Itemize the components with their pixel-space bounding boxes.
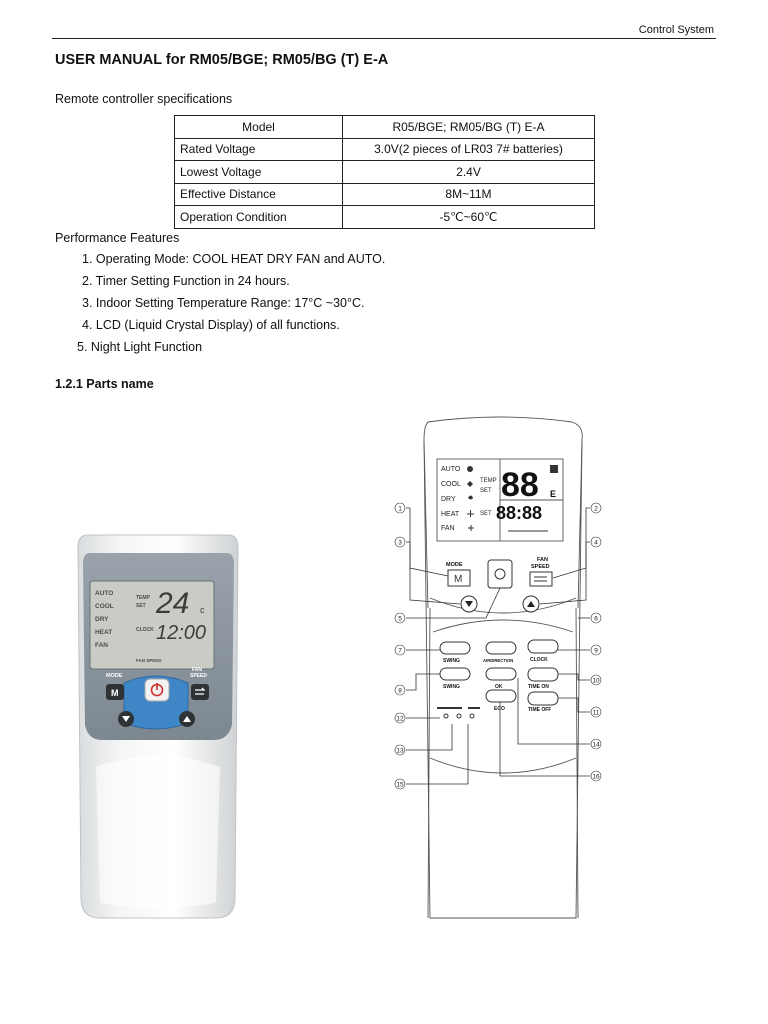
callout-number: 13 xyxy=(396,747,404,755)
table-cell: 3.0V(2 pieces of LR03 7# batteries) xyxy=(343,138,595,161)
fan-speed-button[interactable] xyxy=(191,684,209,700)
lcd-temp-label: TEMP xyxy=(480,478,497,484)
callout-number: 8 xyxy=(398,687,402,695)
button-label: ECO xyxy=(494,706,505,712)
table-cell: Lowest Voltage xyxy=(175,161,343,184)
indicator-light xyxy=(444,714,448,718)
fan-speed-button[interactable] xyxy=(530,572,552,586)
swing-button[interactable] xyxy=(440,642,470,654)
table-row xyxy=(175,206,595,229)
spec-heading: Remote controller specifications xyxy=(55,92,233,106)
table-row xyxy=(175,116,595,139)
swing-button-2[interactable] xyxy=(440,668,470,680)
remote-diagram xyxy=(388,418,620,923)
callout-number: 10 xyxy=(592,677,600,685)
page-title: USER MANUAL for RM05/BGE; RM05/BG (T) E-A xyxy=(55,52,389,68)
snowflake-icon xyxy=(467,481,473,487)
button-label: SWING xyxy=(443,658,460,664)
speed-label: SPEED xyxy=(531,564,550,570)
temp-value: 24 xyxy=(156,587,190,620)
callout-number: 6 xyxy=(594,615,598,623)
callout-number: 15 xyxy=(396,781,404,789)
callout-number: 3 xyxy=(398,539,402,547)
remote-photo xyxy=(76,535,241,920)
callout-number: 4 xyxy=(594,539,598,547)
mode-label: MODE xyxy=(446,562,463,568)
callout-number: 1 xyxy=(398,505,402,513)
lcd-mode-cool: COOL xyxy=(441,481,461,488)
mode-dry: DRY xyxy=(95,616,109,623)
temp-unit: c xyxy=(200,605,205,615)
fan-icon xyxy=(468,525,474,531)
header-section: Control System xyxy=(638,24,714,36)
clock-button[interactable] xyxy=(528,640,558,653)
mode-button-label: MODE xyxy=(106,673,123,679)
button-label: AIRDIRECTION xyxy=(483,658,514,663)
temp-label: TEMP xyxy=(136,595,150,601)
mode-heat: HEAT xyxy=(95,629,113,636)
table-cell: Effective Distance xyxy=(175,183,343,206)
callout-number: 9 xyxy=(594,647,598,655)
header-rule xyxy=(52,38,716,39)
drop-icon xyxy=(468,496,473,500)
table-cell: 8M~11M xyxy=(343,183,595,206)
time-on-button[interactable] xyxy=(528,668,558,681)
lcd-temp-unit: E xyxy=(550,489,557,499)
fan-label: FAN xyxy=(537,557,548,563)
clock-label: CLOCK xyxy=(136,627,154,633)
power-button[interactable] xyxy=(488,560,512,588)
table-row xyxy=(175,183,595,206)
lcd-clock-digits: 88:88 xyxy=(496,503,543,523)
mode-key: M xyxy=(454,574,463,585)
list-item: 2. Timer Setting Function in 24 hours. xyxy=(82,274,290,288)
table-cell: -5℃~60℃ xyxy=(343,206,595,229)
mode-key: M xyxy=(111,688,119,698)
set-label: SET xyxy=(136,603,146,609)
lcd-set-label: SET xyxy=(480,488,492,494)
button-label: TIME ON xyxy=(528,684,549,690)
button-label: TIME OFF xyxy=(528,707,552,713)
auto-icon xyxy=(467,466,473,472)
sun-icon xyxy=(467,510,474,517)
fan-speed-label: FAN SPEED xyxy=(190,667,207,679)
lcd-mode-auto: AUTO xyxy=(441,466,461,473)
callout-number: 2 xyxy=(594,505,598,513)
table-cell: Operation Condition xyxy=(175,206,343,229)
table-cell: R05/BGE; RM05/BG (T) E-A xyxy=(343,116,595,139)
table-cell: Model xyxy=(175,116,343,139)
button-label: OK xyxy=(495,684,503,690)
mode-fan: FAN xyxy=(95,642,108,649)
air-direction-button[interactable] xyxy=(486,642,516,654)
performance-heading: Performance Features xyxy=(55,231,180,245)
eco-button[interactable] xyxy=(486,690,516,702)
lcd-temp-digits: 88 xyxy=(501,466,539,504)
lcd-mode-fan: FAN xyxy=(441,525,455,532)
indicator-light xyxy=(457,714,461,718)
time-off-button[interactable] xyxy=(528,692,558,705)
table-cell: 2.4V xyxy=(343,161,595,184)
indicator-light xyxy=(470,714,474,718)
callout-number: 5 xyxy=(398,615,402,623)
callout-number: 12 xyxy=(396,715,404,723)
callout-number: 7 xyxy=(398,647,402,655)
callout-number: 16 xyxy=(592,773,600,781)
table-row xyxy=(175,138,595,161)
table-row xyxy=(175,161,595,184)
list-item: 3. Indoor Setting Temperature Range: 17°C ~30°C. xyxy=(82,296,365,310)
callout-number: 14 xyxy=(592,741,600,749)
list-item: 5. Night Light Function xyxy=(77,340,203,354)
list-item: 1. Operating Mode: COOL HEAT DRY FAN and AUTO. xyxy=(82,252,386,266)
signal-icon xyxy=(550,465,558,473)
table-cell: Rated Voltage xyxy=(175,138,343,161)
mode-auto: AUTO xyxy=(95,590,114,597)
button-label: CLOCK xyxy=(530,657,548,663)
callout-number: 11 xyxy=(592,709,600,717)
list-item: 4. LCD (Liquid Crystal Display) of all functions. xyxy=(82,318,340,332)
clock-value: 12:00 xyxy=(156,622,207,644)
lcd-set-label-2: SET xyxy=(480,511,492,517)
spec-table xyxy=(174,115,595,229)
parts-heading: 1.2.1 Parts name xyxy=(55,377,154,391)
button-label: SWING xyxy=(443,684,460,690)
lcd-mode-heat: HEAT xyxy=(441,511,460,518)
mode-cool: COOL xyxy=(95,603,114,610)
lcd-mode-dry: DRY xyxy=(441,496,456,503)
fan-speed-text: FAN SPEED xyxy=(136,658,162,663)
ok-button[interactable] xyxy=(486,668,516,680)
